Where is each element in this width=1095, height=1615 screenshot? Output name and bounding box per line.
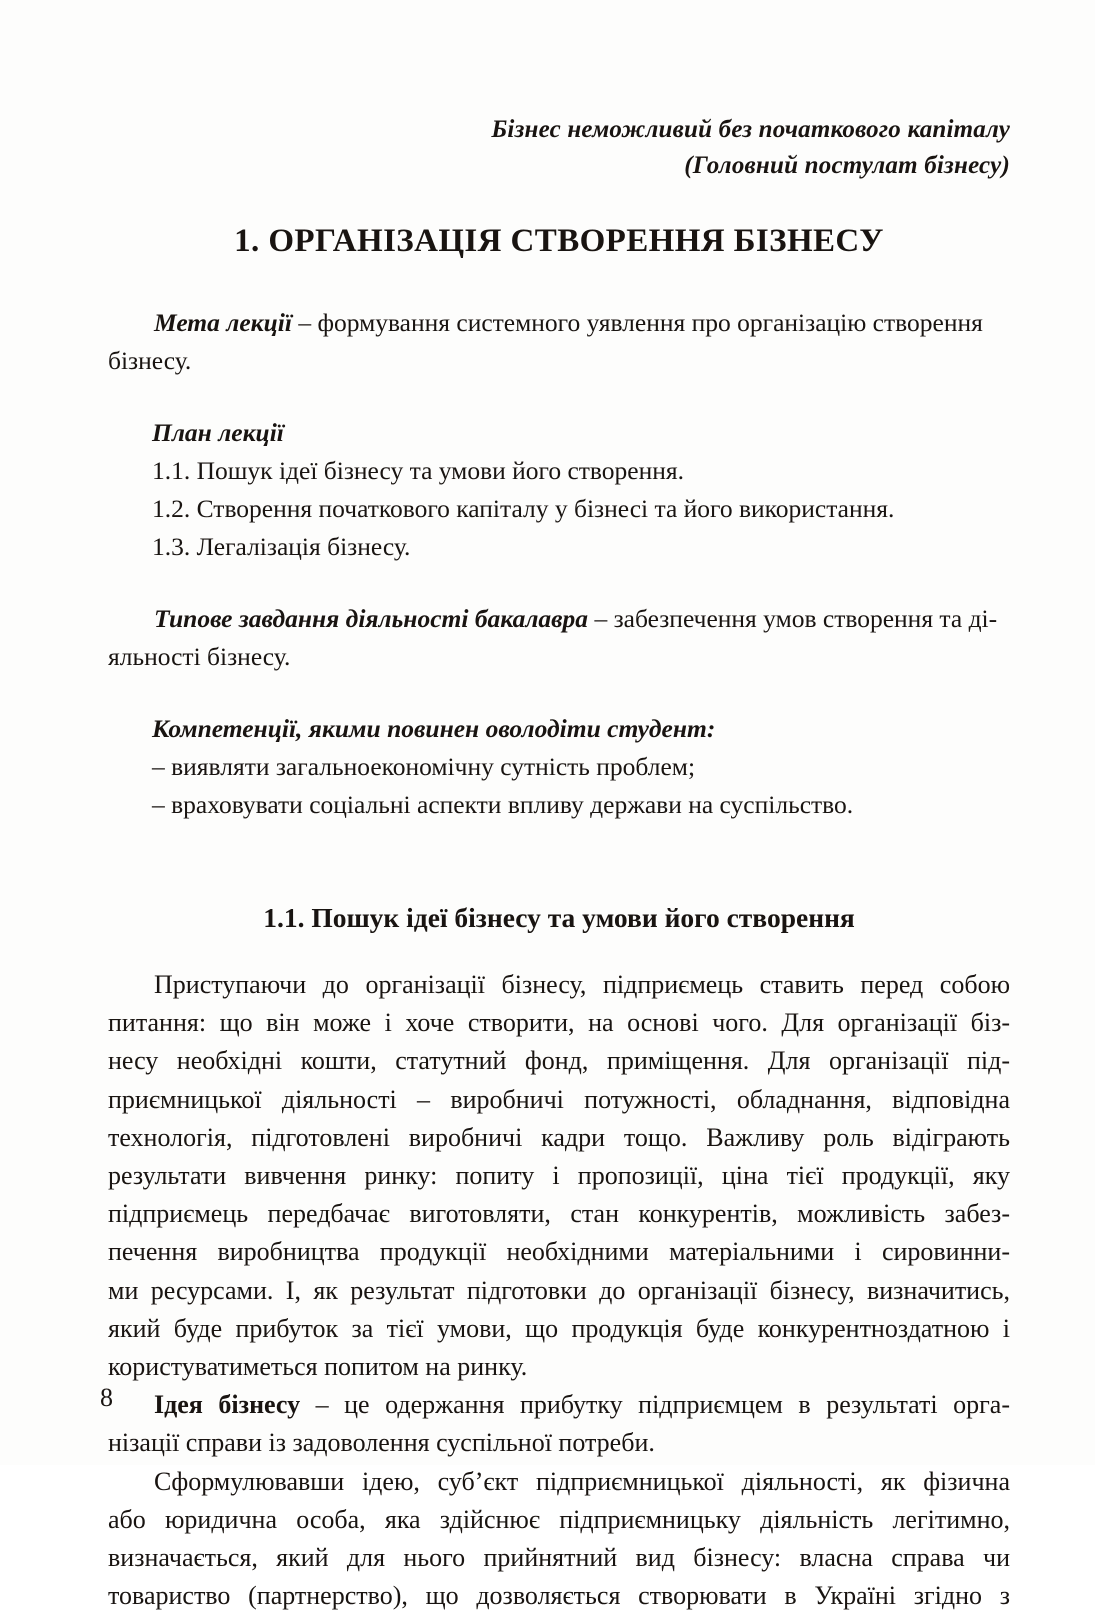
section-heading-1-1: 1.1. Пошук ідеї бізнесу та умови його створення <box>263 902 855 933</box>
body-line: який буде прибуток за тієї умови, що продукція буде конкурентноздатною і <box>108 1313 1010 1343</box>
epigraph-line-1: Бізнес неможливий без початкового капіталу <box>491 116 1010 143</box>
lecture-plan-item: 1.1. Пошук ідеї бізнесу та умови його створення. <box>152 456 685 485</box>
body-line: визначається, який для нього прийнятний вид бізнесу: власна справа чи <box>108 1543 1010 1573</box>
typical-task-lead-in: Типове завдання діяльності бакалавра <box>154 604 589 633</box>
typical-task-line-1 <box>108 600 1010 638</box>
competencies-block <box>108 710 1010 824</box>
chapter-title: 1. ОРГАНІЗАЦІЯ СТВОРЕННЯ БІЗНЕСУ <box>234 223 884 259</box>
body-line: користуватиметься попитом на ринку. <box>108 1352 528 1382</box>
body-line: результати вивчення ринку: попиту і пропозиції, ціна тієї продукції, яку <box>108 1161 1010 1191</box>
page-number: 8 <box>100 1383 113 1412</box>
body-line: несу необхідні кошти, статутний фонд, приміщення. Для організації під- <box>108 1046 1010 1076</box>
body-line <box>108 1463 1010 1501</box>
lecture-purpose-lead-in: Мета лекції <box>154 308 292 337</box>
body-line: підприємець передбачає виготовляти, стан конкурентів, можливість забез- <box>108 1199 1010 1229</box>
body-line: товариство (партнерство), що дозволяється створювати в Україні згідно з <box>108 1581 1010 1611</box>
body-line-text: – це одержання прибутку підприємцем в результаті орга- <box>300 1390 1010 1420</box>
typical-task-block <box>108 600 1010 676</box>
body-line: приємницької діяльності – виробничі потужності, обладнання, відповідна <box>108 1084 1010 1114</box>
body-paragraph-1 <box>108 966 1010 1386</box>
competencies-item: – враховувати соціальні аспекти впливу держави на суспільство. <box>152 790 854 819</box>
business-idea-lead-in: Ідея бізнесу <box>154 1390 301 1420</box>
body-paragraph-3 <box>108 1463 1010 1615</box>
epigraph <box>108 112 1010 184</box>
lecture-plan-item: 1.3. Легалізація бізнесу. <box>152 532 411 561</box>
competencies-item: – виявляти загальноекономічну сутність проблем; <box>152 752 696 781</box>
typical-task-line-2: яльності бізнесу. <box>108 642 291 671</box>
body-line-text: Сформулювавши ідею, суб’єкт підприємницької діяльності, як фізична <box>154 1466 1010 1496</box>
body-line <box>108 1386 1010 1424</box>
typical-task-text-1: – забезпечення умов створення та ді- <box>588 604 998 633</box>
body-line: печення виробництва продукції необхідними матеріальними і сировинни- <box>108 1237 1010 1267</box>
body-text <box>108 966 1010 1615</box>
body-line: нізації справи із задоволення суспільної потреби. <box>108 1428 655 1458</box>
body-line-text: Приступаючи до організації бізнесу, підприємець ставить перед собою <box>154 970 1010 999</box>
competencies-title: Компетенції, якими повинен оволодіти студент: <box>152 714 716 743</box>
body-line: або юридична особа, яка здійснює підприємницьку діяльність легітимно, <box>108 1504 1010 1534</box>
body-line: ми ресурсами. І, як результат підготовки до організації бізнесу, визначитись, <box>108 1275 1010 1305</box>
lecture-purpose-block <box>108 304 1010 380</box>
body-line: питання: що він може і хоче створити, на основі чого. Для організації біз- <box>108 1008 1010 1038</box>
lecture-purpose-line-2: бізнесу. <box>108 346 192 375</box>
body-paragraph-2 <box>108 1386 1010 1462</box>
body-line: технологія, підготовлені виробничі кадри тощо. Важливу роль відіграють <box>108 1122 1010 1152</box>
lecture-purpose-line-1 <box>108 304 1010 342</box>
epigraph-line-2: (Головний постулат бізнесу) <box>684 152 1010 179</box>
body-line <box>108 966 1010 1004</box>
lecture-plan-item: 1.2. Створення початкового капіталу у бізнесі та його використання. <box>152 494 895 523</box>
lecture-purpose-text-1: – формування системного уявлення про організацію створення <box>291 308 983 337</box>
lecture-plan-block <box>108 414 1010 566</box>
page-content <box>108 0 1010 1615</box>
lecture-plan-title: План лекції <box>152 418 284 447</box>
